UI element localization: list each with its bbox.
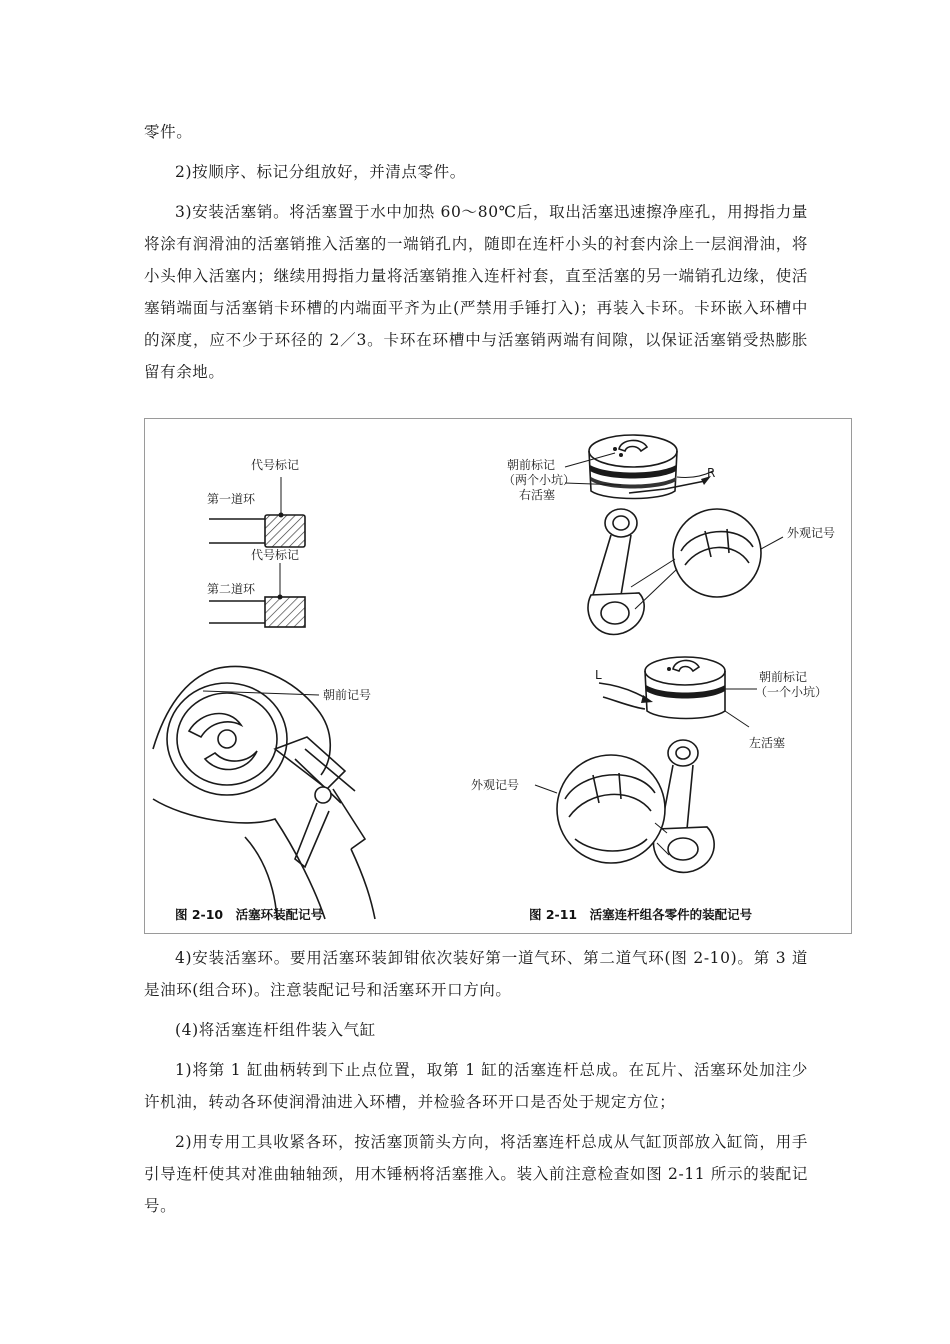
- heading-install-into-cylinder: (4)将活塞连杆组件装入气缸: [175, 1021, 376, 1039]
- paragraph-sort-parts: 2)按顺序、标记分组放好，并清点零件。: [175, 163, 466, 181]
- label-two-pits: （两个小坑）: [503, 473, 576, 487]
- paragraph-step-2: 2)用专用工具收紧各环，按活塞顶箭头方向，将活塞连杆总成从气缸顶部放入缸筒，用手引导连杆使其对准曲轴轴颈，用木锤柄将活塞推入。装入前注意检查如图 2-11 所示的装配记号。: [144, 1133, 808, 1215]
- label-appearance-mark-1: 外观记号: [787, 526, 836, 540]
- label-front-mark: 朝前记号: [323, 688, 372, 702]
- label-direction-L: L: [595, 668, 602, 682]
- label-front-mark-right: 朝前标记: [507, 458, 556, 472]
- right-piston-illustration: [565, 435, 716, 499]
- label-direction-R: R: [707, 466, 716, 480]
- label-front-mark-left: 朝前标记: [759, 670, 808, 684]
- label-code-mark-1: 代号标记: [251, 458, 300, 472]
- figure-panel: [144, 418, 852, 934]
- figure-illustration: [145, 419, 851, 933]
- paragraph-step-1: 1)将第 1 缸曲柄转到下止点位置，取第 1 缸的活塞连杆总成。在瓦片、活塞环处加注少许机油，转动各环使润滑油进入环槽，并检验各环开口是否处于规定方位；: [144, 1061, 808, 1111]
- paragraph-install-rings: 4)安装活塞环。要用活塞环装卸钳依次装好第一道气环、第二道气环(图 2-10)。第 3 道是油环(组合环)。注意装配记号和活塞环开口方向。: [144, 949, 808, 999]
- left-piston-illustration: [599, 657, 757, 727]
- label-appearance-mark-2: 外观记号: [471, 778, 520, 792]
- left-connecting-rod-illustration: [535, 740, 714, 872]
- label-one-pit: （一个小坑）: [755, 685, 828, 699]
- ring-pliers-illustration: [153, 667, 375, 919]
- label-right-piston: 右活塞: [519, 488, 556, 502]
- label-first-ring: 第一道环: [207, 492, 256, 506]
- label-second-ring: 第二道环: [207, 582, 256, 596]
- label-code-mark-2: 代号标记: [251, 548, 300, 562]
- ring-cross-section-1: [209, 477, 305, 547]
- paragraph-install-pin: 3)安装活塞销。将活塞置于水中加热 60～80℃后，取出活塞迅速擦净座孔，用拇指力量将涂有润滑油的活塞销推入活塞的一端销孔内，随即在连杆小头的衬套内涂上一层润滑油，将小头伸入活塞内；继续用拇指力量将活塞销推入连杆衬套，直至活塞的另一端销孔边缘，使活塞销端面与活塞销卡环槽的内端面平齐为止(严禁用手锤打入)；再装入卡环。卡环嵌入环槽中的深度，应不少于环径的 2／3。卡环在环槽中与活塞销两端有间隙，以保证活塞销受热膨胀留有余地。: [144, 203, 808, 381]
- caption-figure-2-10: 图 2-10 活塞环装配记号: [175, 907, 324, 922]
- right-connecting-rod-illustration: [588, 509, 783, 634]
- label-left-piston: 左活塞: [749, 736, 786, 750]
- paragraph-parts: 零件。: [144, 123, 193, 141]
- caption-figure-2-11: 图 2-11 活塞连杆组各零件的装配记号: [529, 907, 753, 922]
